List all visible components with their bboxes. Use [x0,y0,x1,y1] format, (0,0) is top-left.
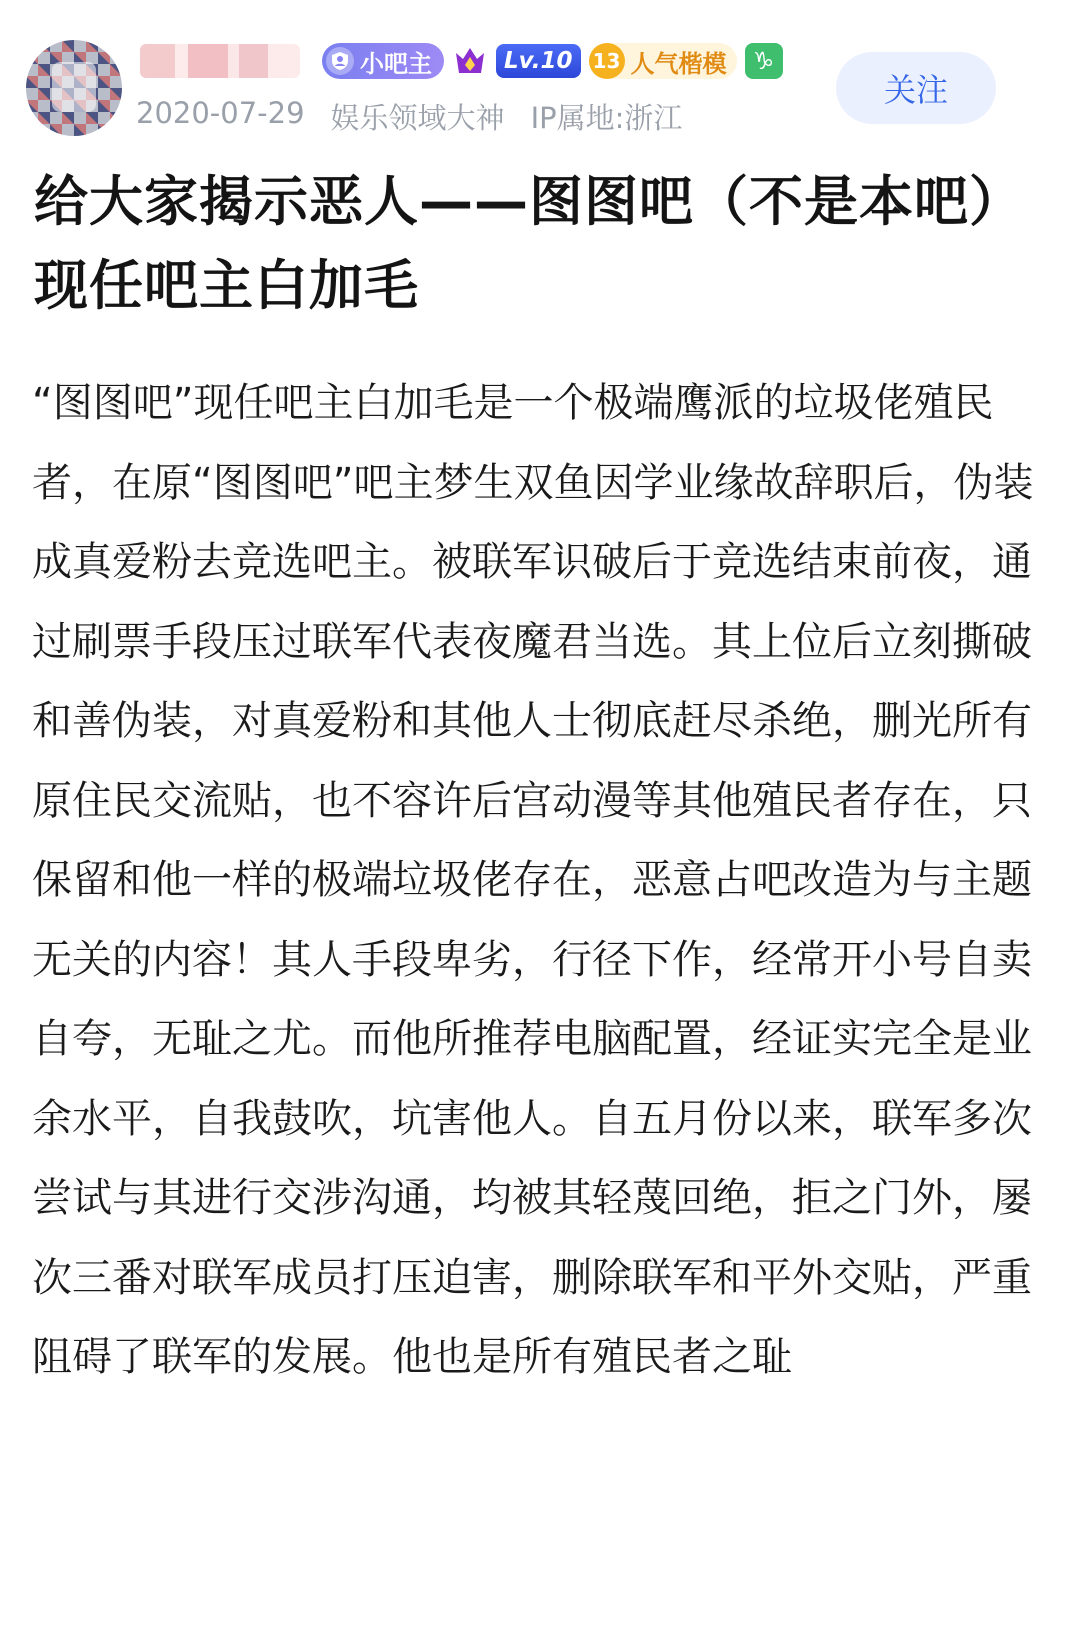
bazhu-label: 小吧主 [360,49,432,78]
badge-row [322,42,783,80]
popularity-level: 13 [589,43,625,79]
capricorn-icon[interactable]: ♑ [745,43,783,79]
shield-person-icon [326,47,354,75]
post-title: 给大家揭示恶人——图图吧（不是本吧）现任吧主白加毛 [34,170,1024,317]
follow-button[interactable]: 关注 [836,52,996,124]
popularity-label: 人气楷模 [630,49,727,78]
level-badge[interactable]: Lv.10 [496,44,581,78]
ip-location: IP属地:浙江 [530,101,683,135]
post-header [0,0,1080,150]
username-redacted[interactable] [140,44,300,78]
crown-icon[interactable] [452,43,488,79]
popularity-badge[interactable] [589,43,737,79]
post-meta [136,96,682,137]
post-date: 2020-07-29 [136,96,305,130]
avatar[interactable] [26,40,122,136]
author-title: 娱乐领域大神 [330,101,505,135]
post-body: “图图吧”现任吧主白加毛是一个极端鹰派的垃圾佬殖民者，在原“图图吧”吧主梦生双鱼因学业缘故辞职后，伪装成真爱粉去竞选吧主。被联军识破后于竞选结束前夜，通过刷票手段压过联军代表夜魔君当选。其上位后立刻撕破和善伪装，对真爱粉和其他人士彻底赶尽杀绝，删光所有原住民交流贴，也不容许后宫动漫等其他殖民者存在，只保留和他一样的极端垃圾佬存在，恶意占吧改造为与主题无关的内容！其人手段卑劣，行径下作，经常开小号自卖自夸，无耻之尤。而他所推荐电脑配置，经证实完全是业余水平，自我鼓吹，坑害他人。自五月份以来，联军多次尝试与其进行交涉沟通，均被其轻蔑回绝，拒之门外，屡次三番对联军成员打压迫害，删除联军和平外交贴，严重阻碍了联军的发展。他也是所有殖民者之耻 [32,380,1034,1380]
bazhu-badge[interactable] [322,43,444,79]
